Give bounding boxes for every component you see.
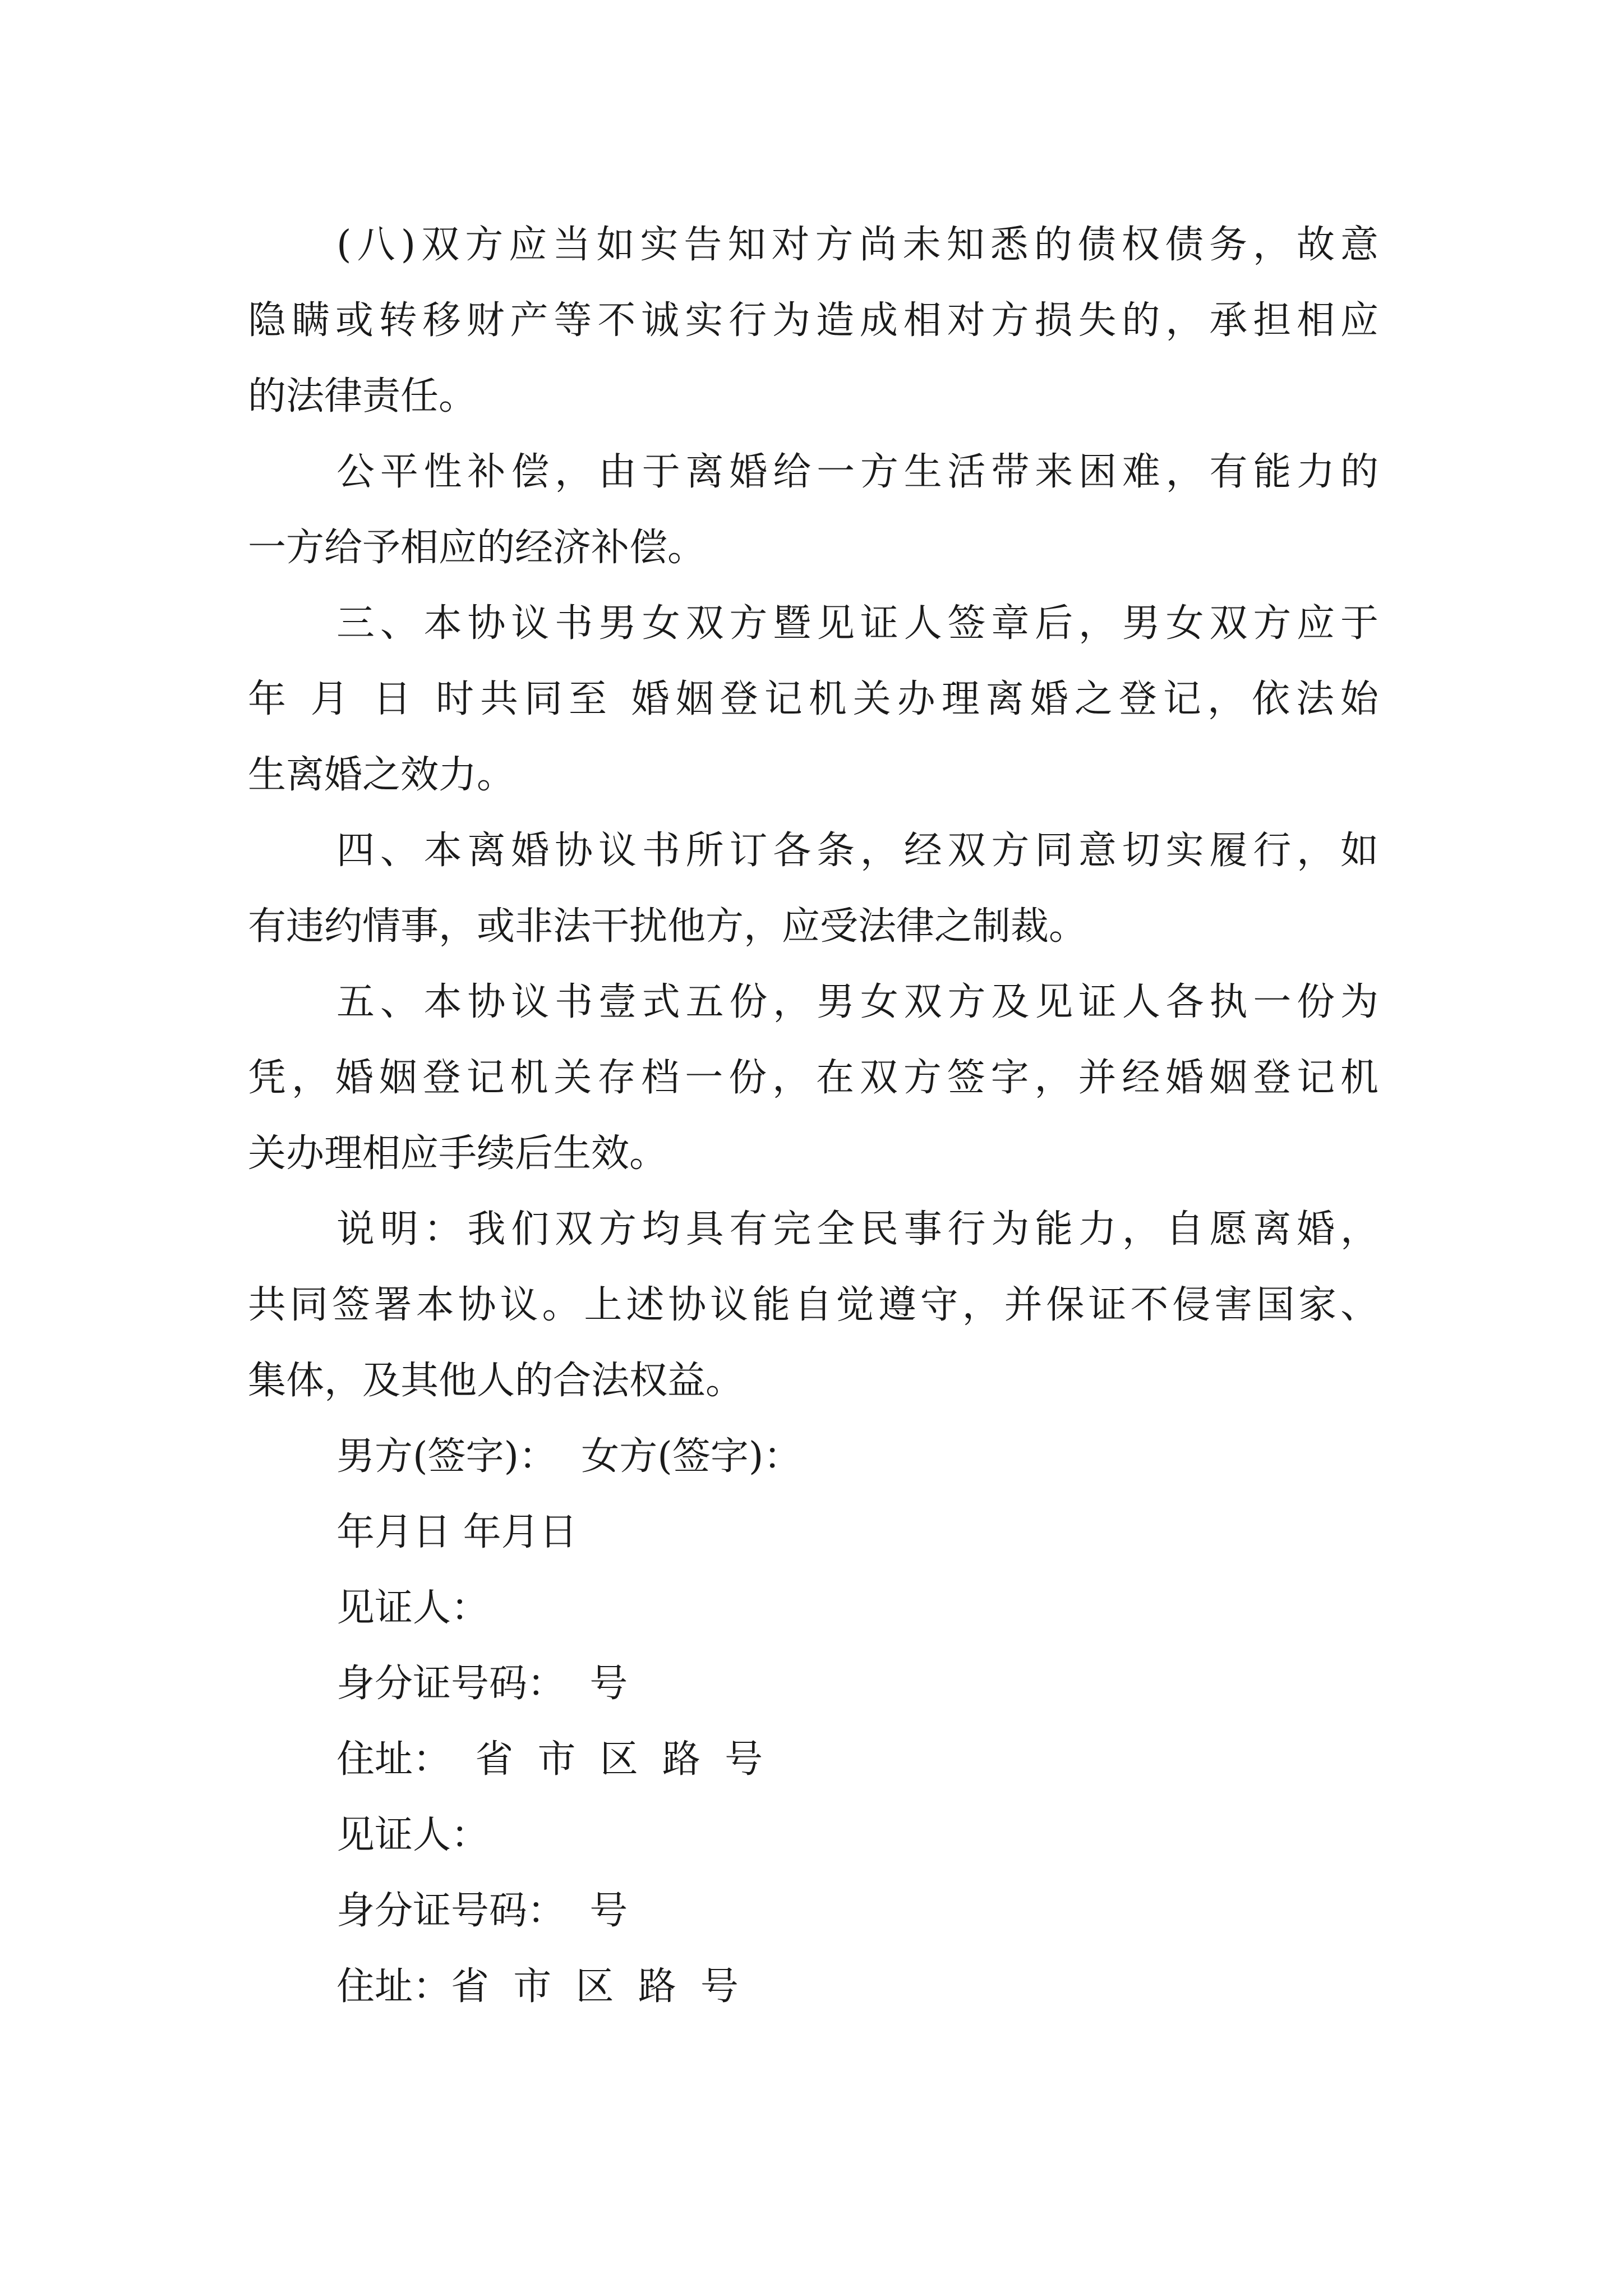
paragraph-line: 集体，及其他人的合法权益。 [248,1359,744,1403]
signature-line: 男方(签字)： 女方(签字)： [336,1434,802,1479]
id-number-line: 身分证号码： 号 [336,1889,628,1933]
address-line: 住址： 省 市 区 路 号 [336,1737,763,1782]
id-number-line: 身分证号码： 号 [336,1662,628,1706]
paragraph-line: 三、本协议书男女双方暨见证人签章后，男女双方应于 [336,601,1378,646]
paragraph-line: 五、本协议书壹式五份，男女双方及见证人各执一份为 [336,980,1378,1024]
address-line: 住址：省 市 区 路 号 [336,1964,739,2009]
paragraph-line: 有违约情事，或非法干扰他方，应受法律之制裁。 [248,904,1087,949]
witness-line: 见证人： [336,1813,490,1857]
paragraph-line: 一方给予相应的经济补偿。 [248,526,706,570]
paragraph-line: 公平性补偿，由于离婚给一方生活带来困难，有能力的 [336,450,1378,494]
witness-line: 见证人： [336,1586,490,1630]
paragraph-line: 年 月 日 时共同至 婚姻登记机关办理离婚之登记，依法始 [248,677,1378,721]
paragraph-line: 的法律责任。 [248,374,477,418]
paragraph-line: 共同签署本协议。上述协议能自觉遵守，并保证不侵害国家、 [248,1283,1378,1327]
paragraph-line: 关办理相应手续后生效。 [248,1131,668,1176]
paragraph-line: 生离婚之效力。 [248,753,515,797]
paragraph-line: 凭，婚姻登记机关存档一份，在双方签字，并经婚姻登记机 [248,1056,1378,1100]
date-line: 年月日 年月日 [336,1510,578,1554]
paragraph-line: 隐瞒或转移财产等不诚实行为造成相对方损失的，承担相应 [248,298,1378,343]
paragraph-line: 四、本离婚协议书所订各条，经双方同意切实履行，如 [336,829,1378,873]
paragraph-line: 说明：我们双方均具有完全民事行为能力，自愿离婚， [336,1207,1378,1251]
paragraph-line: (八)双方应当如实告知对方尚未知悉的债权债务，故意 [336,223,1378,267]
